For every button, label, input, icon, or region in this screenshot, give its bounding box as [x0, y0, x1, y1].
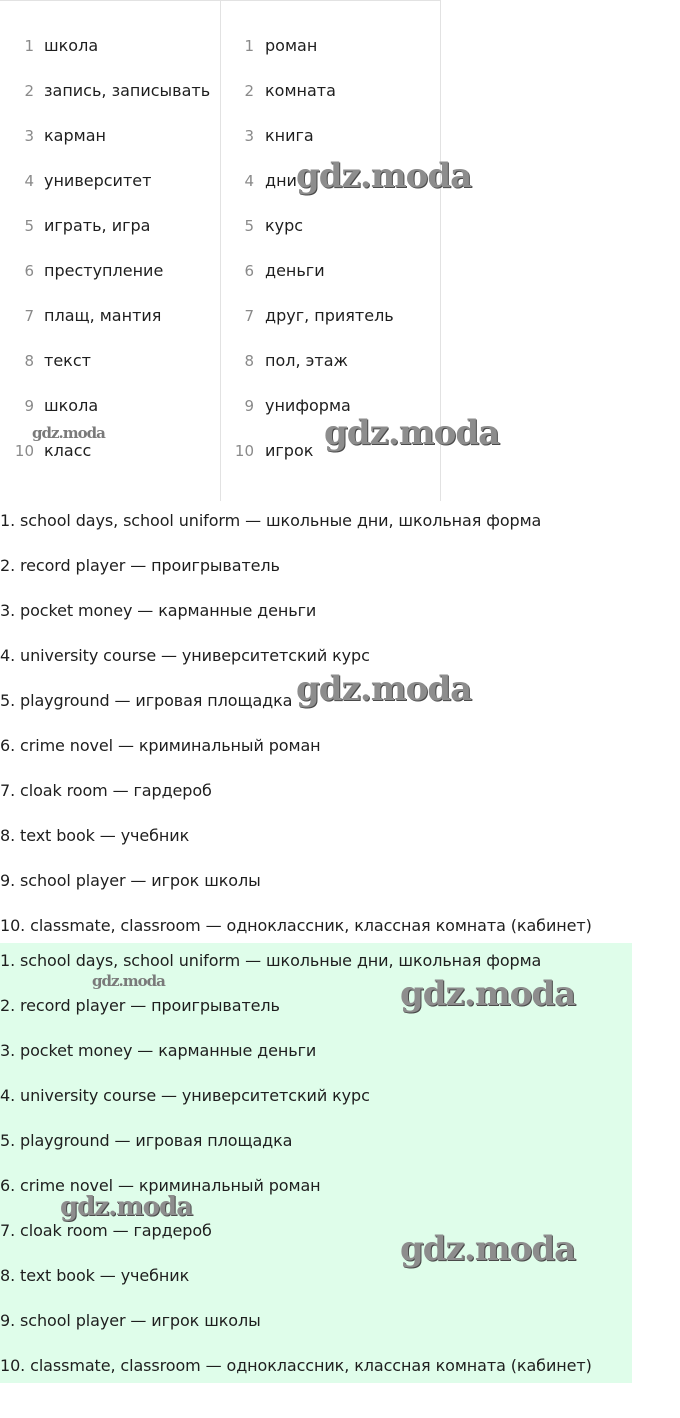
word-row	[0, 346, 220, 376]
answer-line: 6. crime novel — криминальный роман	[0, 736, 321, 755]
row-number: 4	[244, 172, 254, 190]
word: пол, этаж	[265, 351, 348, 370]
word-row	[220, 256, 440, 286]
answer-line: 5. playground — игровая площадка	[0, 691, 293, 710]
word: преступление	[44, 261, 164, 280]
answer-line: 5. playground — игровая площадка	[0, 1131, 293, 1150]
answer-line: 4. university course — университетский курс	[0, 646, 370, 665]
word-row	[220, 76, 440, 106]
word-row	[0, 211, 220, 241]
answer-line: 3. pocket money — карманные деньги	[0, 1041, 317, 1060]
watermark: gdz.moda	[296, 669, 472, 709]
row-number: 5	[244, 217, 254, 235]
word-row	[220, 346, 440, 376]
answer-line: 8. text book — учебник	[0, 1266, 190, 1285]
watermark: gdz.moda	[324, 413, 500, 453]
row-number: 10	[14, 442, 34, 460]
word-row	[220, 211, 440, 241]
word: плащ, мантия	[44, 306, 162, 325]
word: школа	[44, 36, 99, 55]
watermark: gdz.moda	[400, 974, 576, 1014]
row-number: 3	[244, 127, 254, 145]
answer-line: 1. school days, school uniform — школьные дни, школьная форма	[0, 511, 542, 530]
row-number: 6	[244, 262, 254, 280]
answer-line: 2. record player — проигрыватель	[0, 556, 280, 575]
watermark: gdz.moda	[296, 156, 472, 196]
word: дни	[265, 171, 297, 190]
word-row	[0, 166, 220, 196]
answer-line: 10. classmate, classroom — одноклассник, классная комната (кабинет)	[0, 916, 592, 935]
word: друг, приятель	[265, 306, 394, 325]
word: игрок	[265, 441, 314, 460]
row-number: 9	[24, 397, 34, 415]
answer-line: 1. school days, school uniform — школьные дни, школьная форма	[0, 951, 542, 970]
watermark: gdz.moda	[92, 972, 165, 990]
word-row	[220, 31, 440, 61]
word: деньги	[265, 261, 325, 280]
row-number: 4	[24, 172, 34, 190]
answer-line: 6. crime novel — криминальный роман	[0, 1176, 321, 1195]
watermark: gdz.moda	[32, 424, 105, 442]
word-row	[220, 121, 440, 151]
word: университет	[44, 171, 152, 190]
answer-list	[0, 500, 632, 940]
row-number: 1	[244, 37, 254, 55]
answer-line: 7. cloak room — гардероб	[0, 1221, 212, 1240]
word: класс	[44, 441, 92, 460]
row-number: 8	[24, 352, 34, 370]
word-row	[0, 256, 220, 286]
row-number: 7	[24, 307, 34, 325]
watermark: gdz.moda	[400, 1229, 576, 1269]
row-number: 2	[244, 82, 254, 100]
row-number: 5	[24, 217, 34, 235]
row-number: 1	[24, 37, 34, 55]
word: роман	[265, 36, 318, 55]
row-number: 10	[234, 442, 254, 460]
answer-line: 10. classmate, classroom — одноклассник, классная комната (кабинет)	[0, 1356, 592, 1375]
word: книга	[265, 126, 314, 145]
word: карман	[44, 126, 106, 145]
word-row	[0, 31, 220, 61]
word: запись, записывать	[44, 81, 211, 100]
word: курс	[265, 216, 304, 235]
row-number: 2	[24, 82, 34, 100]
word-row	[0, 76, 220, 106]
answer-line: 3. pocket money — карманные деньги	[0, 601, 317, 620]
word: униформа	[265, 396, 351, 415]
row-number: 8	[244, 352, 254, 370]
row-number: 9	[244, 397, 254, 415]
word: школа	[44, 396, 99, 415]
answer-line: 9. school player — игрок школы	[0, 871, 261, 890]
answer-line: 8. text book — учебник	[0, 826, 190, 845]
word: комната	[265, 81, 336, 100]
row-number: 6	[24, 262, 34, 280]
answer-line: 9. school player — игрок школы	[0, 1311, 261, 1330]
watermark: gdz.moda	[60, 1192, 193, 1222]
word-row	[0, 301, 220, 331]
answer-line: 7. cloak room — гардероб	[0, 781, 212, 800]
word: текст	[44, 351, 91, 370]
row-number: 3	[24, 127, 34, 145]
answer-line: 2. record player — проигрыватель	[0, 996, 280, 1015]
word-row	[0, 391, 220, 421]
word-row	[0, 121, 220, 151]
row-number: 7	[244, 307, 254, 325]
word: играть, игра	[44, 216, 151, 235]
word-row	[220, 301, 440, 331]
answer-line: 4. university course — университетский курс	[0, 1086, 370, 1105]
